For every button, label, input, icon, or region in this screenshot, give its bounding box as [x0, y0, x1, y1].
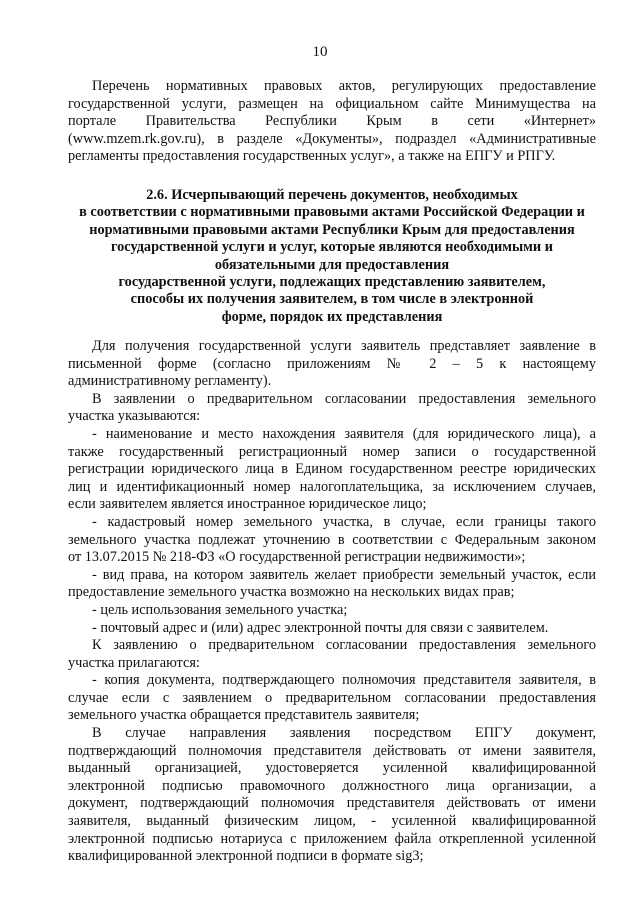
- text-line: Для получения государственной услуги заявитель представляет заявление в: [92, 338, 596, 354]
- text-line: В заявлении о предварительном согласовании предоставления земельного: [92, 390, 596, 407]
- heading-line: форме, порядок их представления: [221, 308, 443, 325]
- text-line: также государственный регистрационный номер записи о государственной: [68, 443, 596, 460]
- intro-paragraph: [68, 78, 596, 166]
- text-line: электронной подписью нотариуса с приложением файла открепленной усиленной: [68, 830, 596, 847]
- text-line: - почтовый адрес и (или) адрес электронной почты для связи с заявителем.: [92, 619, 549, 636]
- text-line: подтверждающий полномочия представителя действовать от имени заявителя,: [68, 742, 596, 759]
- heading-line: способы их получения заявителем, в том числе в электронной: [130, 291, 534, 308]
- text-line: от 13.07.2015 № 218-ФЗ «О государственной регистрации недвижимости»;: [68, 549, 526, 566]
- body-text: [68, 338, 596, 866]
- text-line: участка прилагаются:: [68, 654, 200, 671]
- text-line: государственной услуги, размещен на официальном сайте Минимущества на: [68, 95, 596, 112]
- text-line: - копия документа, подтверждающего полномочия представителя заявителя, в: [92, 672, 596, 689]
- heading-line: нормативными правовыми актами Республики Крым для предоставления: [89, 221, 575, 238]
- text-line: административному регламенту).: [68, 373, 272, 390]
- section-heading: [68, 187, 596, 326]
- text-line: - кадастровый номер земельного участка, в случае, если границы такого: [92, 513, 596, 530]
- text-line: - цель использования земельного участка;: [92, 601, 348, 618]
- text-line: портале Правительства Республики Крым в сети «Интернет»: [68, 113, 596, 130]
- text-line: - вид права, на котором заявитель желает приобрести земельный участок, если: [92, 566, 596, 583]
- text-line: К заявлению о предварительном согласовании предоставления земельного: [92, 637, 596, 654]
- heading-line: обязательными для предоставления: [214, 256, 450, 273]
- text-line: письменной форме (согласно приложениям № 2 – 5 к настоящему: [68, 355, 596, 372]
- text-line: документ, подтверждающий полномочия представителя действовать от имени: [68, 795, 596, 812]
- heading-line: государственной услуги, подлежащих представлению заявителем,: [118, 274, 546, 291]
- heading-line: 2.6. Исчерпывающий перечень документов, необходимых: [146, 187, 518, 203]
- heading-line: в соответствии с нормативными правовыми актами Российской Федерации и: [79, 204, 585, 221]
- text-line: случае если с заявлением о предварительном согласовании предоставления: [68, 689, 596, 706]
- text-line: (www.mzem.rk.gov.ru), в разделе «Документы», подраздел «Административные: [68, 130, 596, 147]
- text-line: участка указываются:: [68, 408, 201, 425]
- text-line: земельного участка подлежат уточнению в соответствии с Федеральным законом: [68, 531, 596, 548]
- text-line: - наименование и место нахождения заявителя (для юридического лица), а: [92, 425, 596, 442]
- text-line: предоставление земельного участка возможно на нескольких видах прав;: [68, 584, 515, 601]
- text-line: квалифицированной электронной подписи в формате sig3;: [68, 848, 424, 865]
- text-line: если заявителем является иностранное юридическое лицо;: [68, 496, 427, 513]
- text-line: лиц и идентификационный номер налогоплательщика, за исключением случаев,: [68, 478, 596, 495]
- heading-line: государственной услуги и услуг, которые являются необходимыми и: [111, 239, 553, 256]
- text-line: заявителя, выданный физическим лицом, - усиленной квалифицированной: [68, 813, 596, 830]
- page-number: 10: [312, 44, 328, 60]
- text-line: В случае направления заявления посредством ЕПГУ документ,: [92, 725, 596, 742]
- text-line: выданный организацией, удостоверяется усиленной квалифицированной: [68, 760, 596, 777]
- text-line: электронной подписью правомочного должностного лица организации, а: [68, 777, 596, 794]
- text-line: регистрации юридического лица в Едином государственном реестре юридических: [68, 461, 596, 478]
- text-line: земельного участка обращается представитель заявителя;: [68, 707, 420, 724]
- text-line: регламенты предоставления государственных услуг», а также на ЕПГУ и РПГУ.: [68, 148, 556, 165]
- text-line: Перечень нормативных правовых актов, регулирующих предоставление: [92, 78, 596, 94]
